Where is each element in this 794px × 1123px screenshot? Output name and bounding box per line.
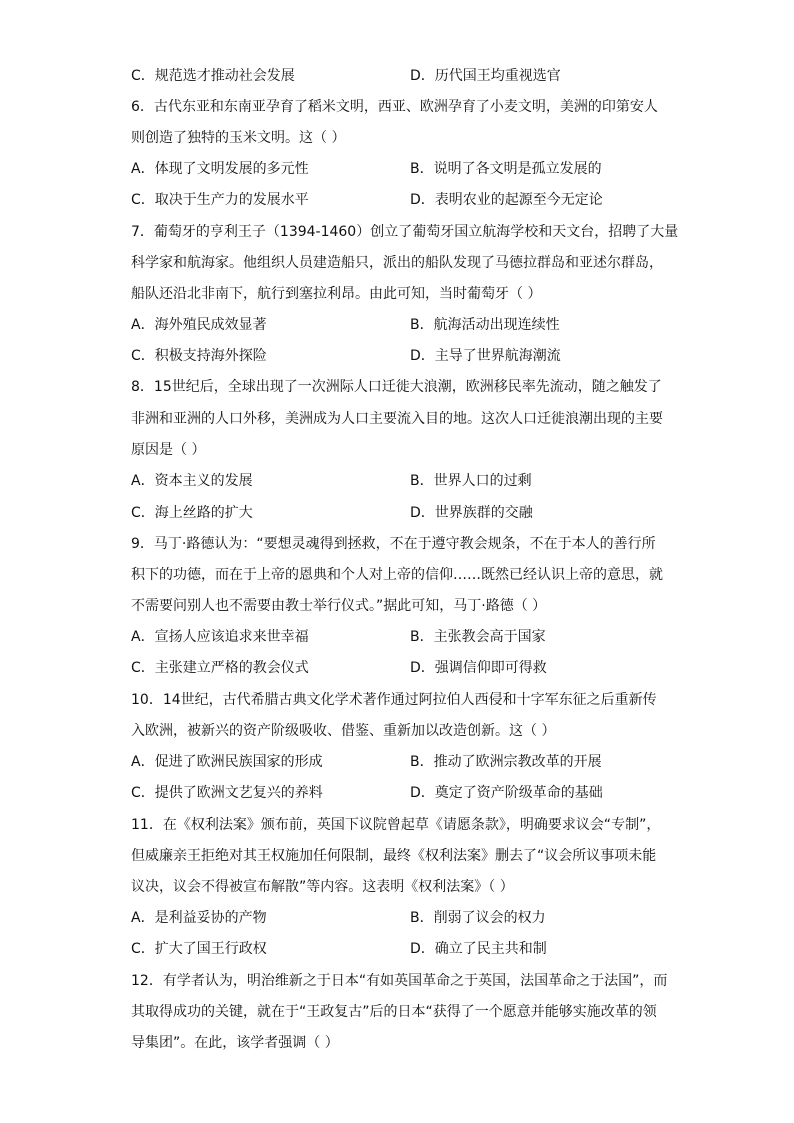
q8-stem-line-3: 原因是（ ） bbox=[131, 442, 206, 458]
q12-stem-line-2: 其取得成功的关键，就在于“王政复古”后的日本“获得了一个愿意并能够实施改革的领 bbox=[131, 1004, 657, 1020]
q11-option-d: D．确立了民主共和制 bbox=[410, 941, 547, 957]
q7-stem-line-3: 船队还沿北非南下，航行到塞拉利昂。由此可知，当时葡萄牙（ ） bbox=[131, 286, 542, 302]
q10-option-a: A．促进了欧洲民族国家的形成 bbox=[131, 754, 323, 770]
q10-stem-line-2: 入欧洲，被新兴的资产阶级吸收、借鉴、重新加以改造创新。这（ ） bbox=[131, 723, 556, 739]
q10-stem-line-1: 10．14世纪，古代希腊古典文化学术著作通过阿拉伯人西侵和十字军东征之后重新传 bbox=[131, 692, 657, 708]
q11-option-c: C．扩大了国王行政权 bbox=[131, 941, 267, 957]
q7-stem-line-2: 科学家和航海家。他组织人员建造船只，派出的船队发现了马德拉群岛和亚述尔群岛， bbox=[131, 255, 663, 271]
q7-option-c: C．积极支持海外探险 bbox=[131, 348, 267, 364]
q9-stem-line-3: 不需要问别人也不需要由教士举行仪式。”据此可知，马丁·路德（ ） bbox=[131, 598, 547, 614]
q9-option-c: C．主张建立严格的教会仪式 bbox=[131, 660, 309, 676]
q11-option-b: B．削弱了议会的权力 bbox=[410, 910, 546, 926]
q8-option-b: B．世界人口的过剩 bbox=[410, 473, 532, 489]
q5-option-d: D．历代国王均重视选官 bbox=[410, 68, 561, 84]
q10-option-d: D．奠定了资产阶级革命的基础 bbox=[410, 785, 603, 801]
q6-option-d: D．表明农业的起源至今无定论 bbox=[410, 192, 603, 208]
q8-option-c: C．海上丝路的扩大 bbox=[131, 505, 253, 521]
q9-stem-line-1: 9．马丁·路德认为：“要想灵魂得到拯救，不在于遵守教会规条，不在于本人的善行所 bbox=[131, 536, 656, 552]
q7-option-b: B．航海活动出现连续性 bbox=[410, 317, 560, 333]
q12-stem-line-3: 导集团”。在此，该学者强调（ ） bbox=[131, 1035, 339, 1051]
q7-stem-line-1: 7．葡萄牙的亨利王子（1394-1460）创立了葡萄牙国立航海学校和天文台，招聘了大量 bbox=[131, 224, 679, 240]
q9-option-b: B．主张教会高于国家 bbox=[410, 629, 546, 645]
q11-stem-line-3: 议决，议会不得被宣布解散”等内容。这表明《权利法案》（ ） bbox=[131, 879, 514, 895]
q8-option-a: A．资本主义的发展 bbox=[131, 473, 253, 489]
q10-option-b: B．推动了欧洲宗教改革的开展 bbox=[410, 754, 602, 770]
q6-stem-line-1: 6．古代东亚和东南亚孕育了稻米文明，西亚、欧洲孕育了小麦文明，美洲的印第安人 bbox=[131, 99, 658, 115]
q11-stem-line-2: 但威廉亲王拒绝对其王权施加任何限制，最终《权利法案》删去了“议会所议事项未能 bbox=[131, 848, 657, 864]
q8-stem-line-1: 8．15世纪后，全球出现了一次洲际人口迁徙大浪潮，欧洲移民率先流动，随之触发了 bbox=[131, 379, 662, 395]
q11-option-a: A．是利益妥协的产物 bbox=[131, 910, 267, 926]
q5-option-c: C．规范选才推动社会发展 bbox=[131, 68, 295, 84]
q8-stem-line-2: 非洲和亚洲的人口外移，美洲成为人口主要流入目的地。这次人口迁徙浪潮出现的主要 bbox=[131, 411, 663, 427]
q6-option-c: C．取决于生产力的发展水平 bbox=[131, 192, 309, 208]
q6-option-a: A．体现了文明发展的多元性 bbox=[131, 161, 309, 177]
q7-option-d: D．主导了世界航海潮流 bbox=[410, 348, 561, 364]
q9-option-d: D．强调信仰即可得救 bbox=[410, 660, 547, 676]
q8-option-d: D．世界族群的交融 bbox=[410, 505, 533, 521]
q7-option-a: A．海外殖民成效显著 bbox=[131, 317, 267, 333]
q9-option-a: A．宣扬人应该追求来世幸福 bbox=[131, 629, 309, 645]
q12-stem-line-1: 12．有学者认为，明治维新之于日本“有如英国革命之于英国，法国革命之于法国”，而 bbox=[131, 973, 668, 989]
q6-stem-line-2: 则创造了独特的玉米文明。这（ ） bbox=[131, 130, 346, 146]
q6-option-b: B．说明了各文明是孤立发展的 bbox=[410, 161, 602, 177]
q10-option-c: C．提供了欧洲文艺复兴的养料 bbox=[131, 785, 323, 801]
q11-stem-line-1: 11．在《权利法案》颁布前，英国下议院曾起草《请愿条款》，明确要求议会“专制”， bbox=[131, 817, 661, 833]
q9-stem-line-2: 积下的功德，而在于上帝的恩典和个人对上帝的信仰……既然已经认识上帝的意思，就 bbox=[131, 567, 663, 583]
